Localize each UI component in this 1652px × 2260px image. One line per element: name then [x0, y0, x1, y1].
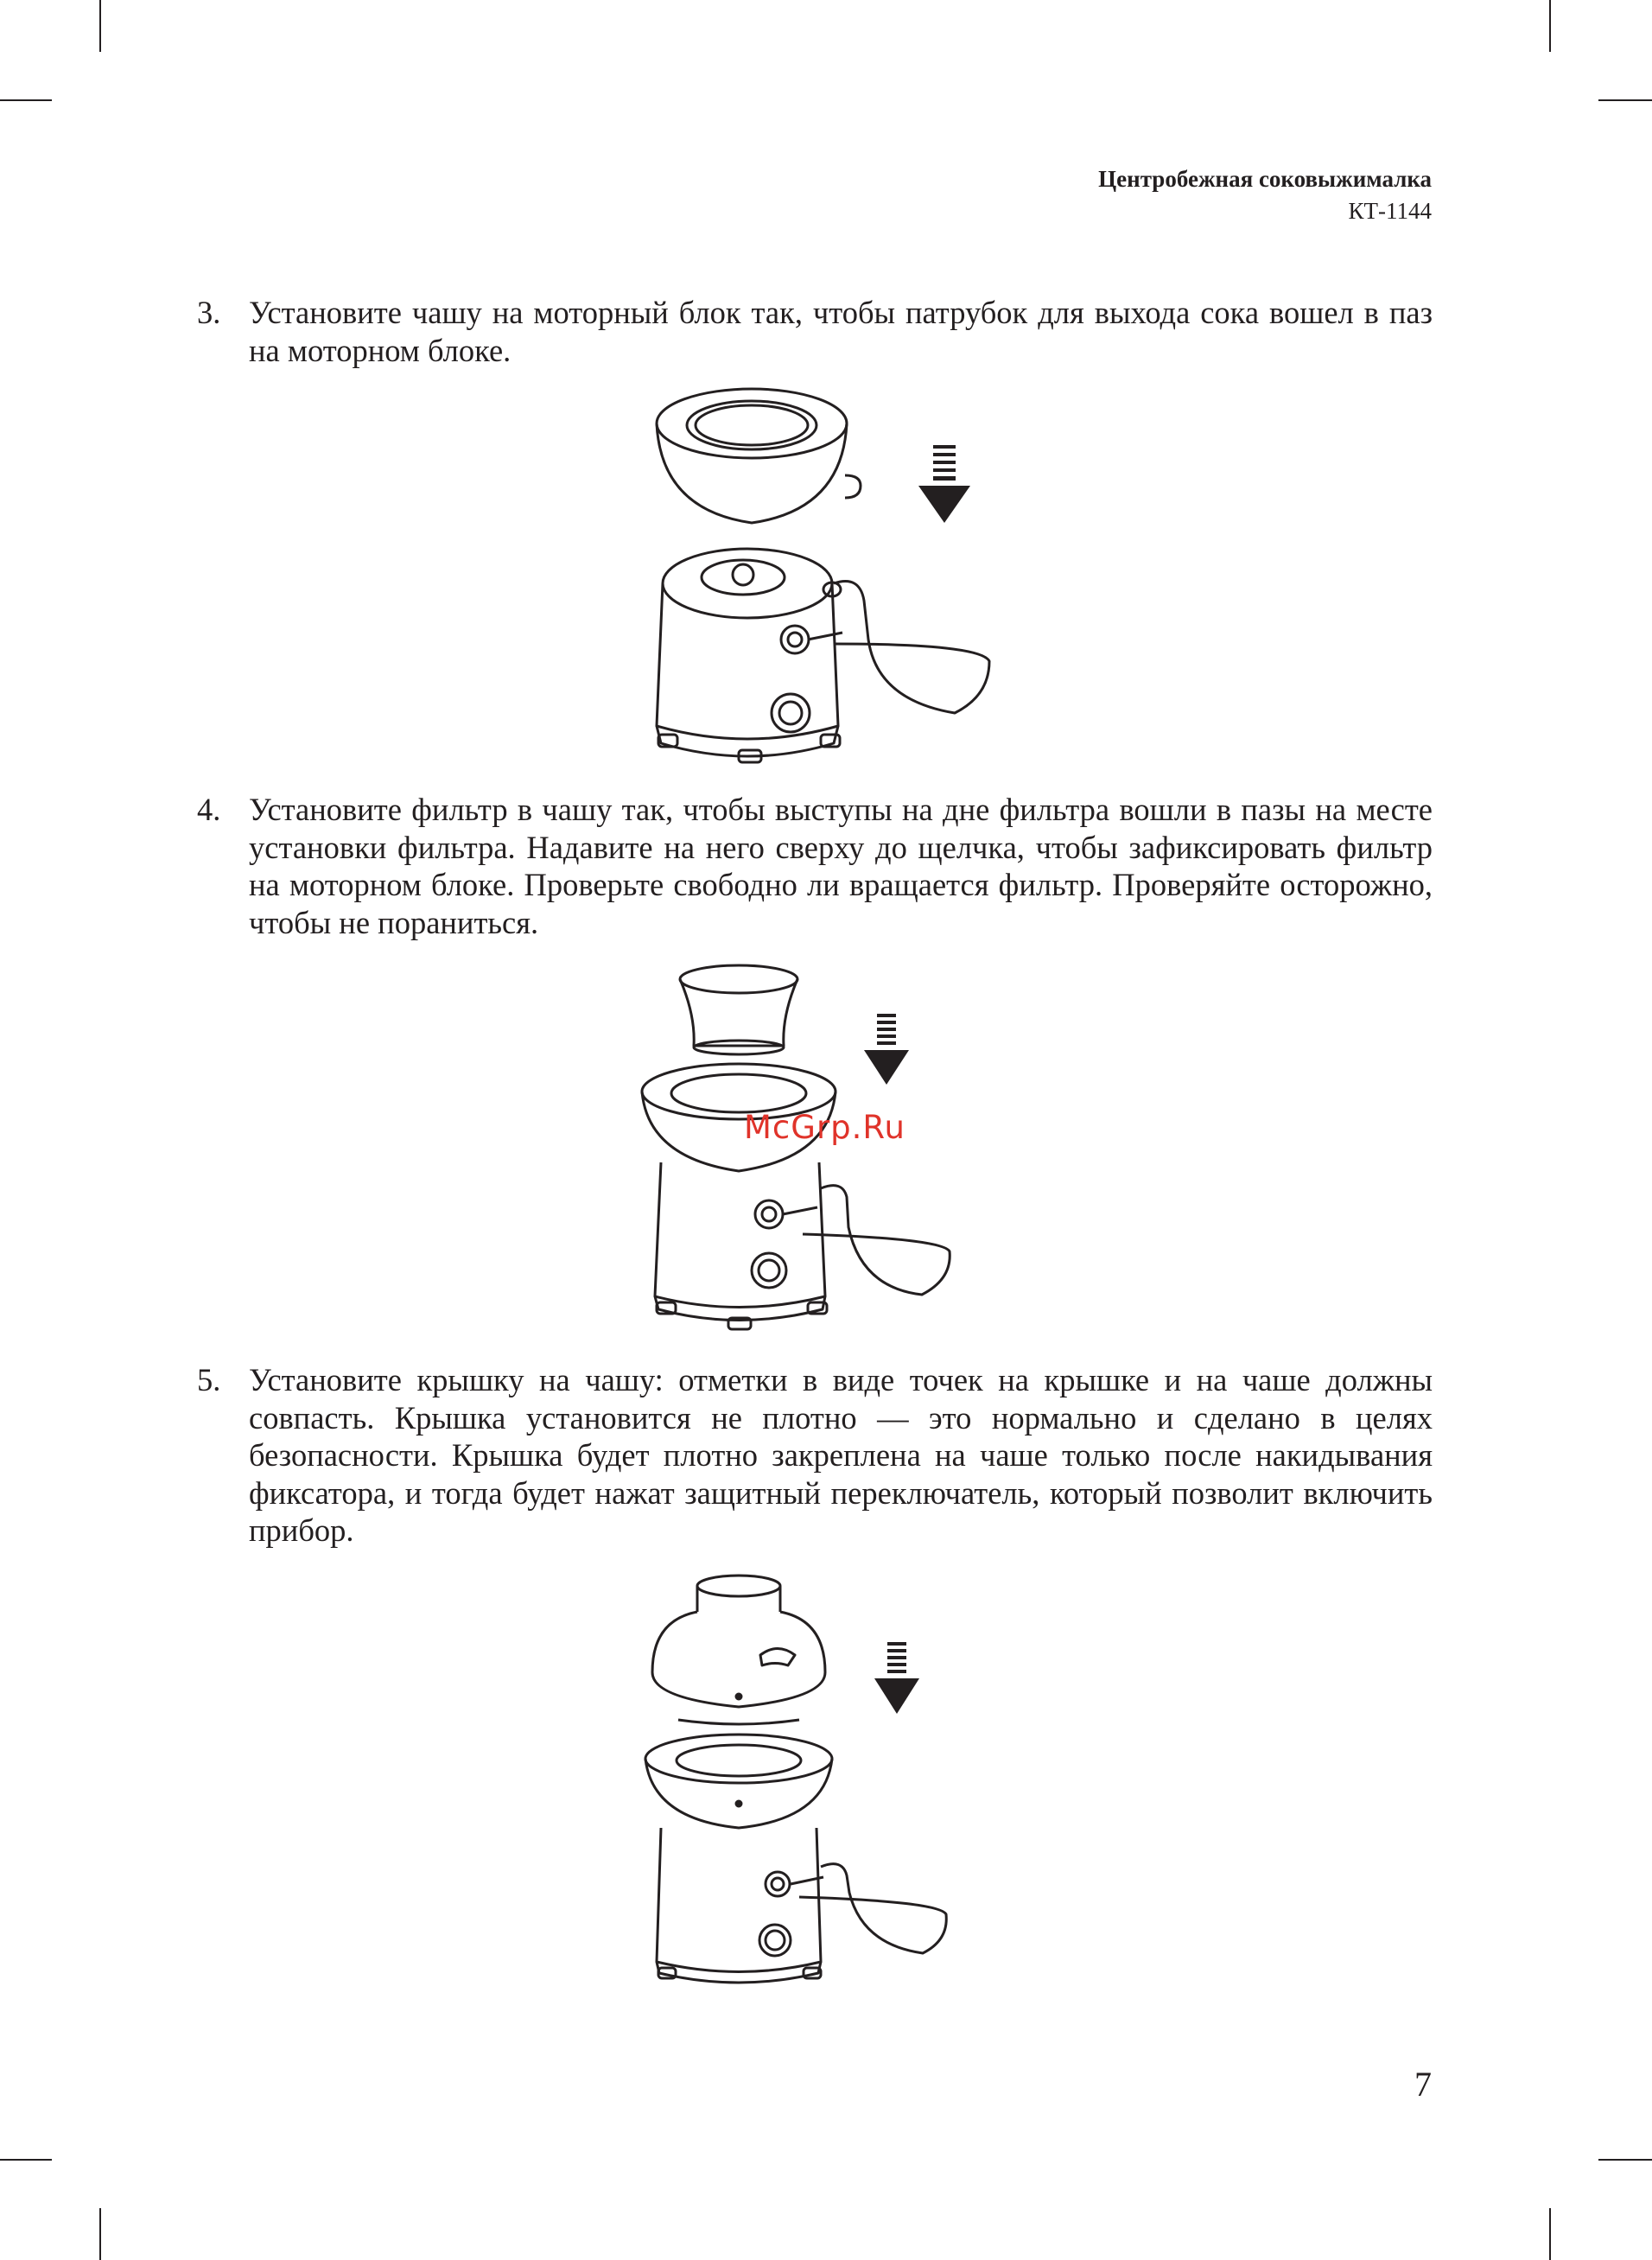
product-model: КТ-1144 [1348, 198, 1432, 224]
crop-mark [0, 99, 52, 101]
step-text: Установите крышку на чашу: отметки в виде точек на крышке и на чаше должны совпасть. Крышка установится не плотно — это нормально и сделано в целях безопасности. Крышка будет плотно закреплена на чаше только после накидывания фиксатора, и тогда будет нажат защитный переключатель, который позволит включить прибор. [249, 1362, 1433, 1548]
crop-mark [1598, 2159, 1652, 2161]
lid-installation-illustration [626, 1569, 972, 2001]
running-header [1098, 162, 1432, 226]
product-title: Центробежная соковыжималка [1098, 166, 1432, 192]
crop-mark [0, 2159, 52, 2161]
step-number: 4. [197, 792, 221, 827]
crop-mark [1549, 2208, 1551, 2260]
page-number: 7 [1414, 2065, 1432, 2104]
bowl-installation-illustration [622, 380, 1002, 786]
crop-mark [99, 2208, 101, 2260]
step-text: Установите чашу на моторный блок так, чтобы патрубок для выхода сока вошел в паз на моторном блоке. [249, 295, 1433, 368]
step-3 [197, 294, 1433, 369]
step-number: 5. [197, 1362, 221, 1397]
step-5 [197, 1361, 1433, 1550]
down-arrow-icon [874, 1642, 919, 1714]
step-number: 3. [197, 295, 221, 330]
down-arrow-icon [918, 445, 970, 523]
step-text: Установите фильтр в чашу так, чтобы выступы на дне фильтра вошли в пазы на месте установки фильтра. Надавите на него сверху до щелчка, чтобы зафиксировать фильтр на моторном блоке. Проверьте свободно ли вращается фильтр. Проверяйте осторожно, чтобы не пораниться. [249, 792, 1433, 940]
crop-mark [1549, 0, 1551, 52]
step-4 [197, 791, 1433, 941]
crop-mark [1598, 99, 1652, 101]
watermark: McGrp.Ru [744, 1109, 905, 1146]
down-arrow-icon [864, 1014, 909, 1085]
filter-installation-illustration [613, 964, 976, 1344]
crop-mark [99, 0, 101, 52]
